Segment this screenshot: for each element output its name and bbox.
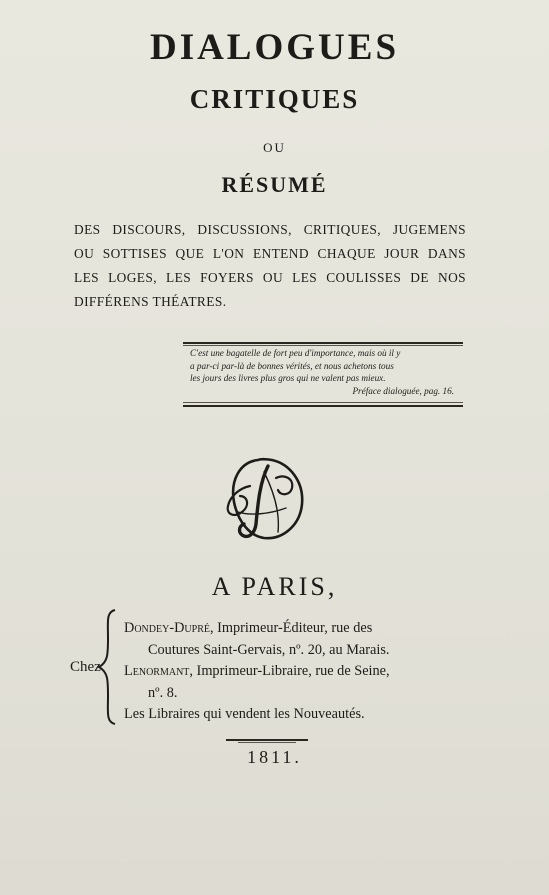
subtitle-line: OU SOTTISES QUE L'ON ENTEND CHAQUE JOUR DANS: [74, 246, 466, 261]
publisher-1-address: Coutures Saint-Gervais, nº. 20, au Marais.: [148, 641, 390, 658]
subtitle-line: DIFFÉRENS THÉATRES.: [74, 294, 227, 309]
publisher-1: [124, 618, 474, 640]
title-line-1: DIALOGUES: [149, 27, 400, 68]
curly-brace-icon: [96, 608, 118, 726]
subtitle: [74, 218, 466, 314]
epigraph: [190, 347, 458, 397]
year-rule-thin: [238, 742, 296, 743]
epigraph-top-rule-thin: [183, 345, 463, 346]
epigraph-attribution: Préface dialoguée, pag. 16.: [352, 385, 454, 396]
imprint-place: A PARIS,: [211, 572, 338, 601]
year-rule: [226, 739, 308, 741]
publishers-list: [124, 618, 474, 726]
epigraph-bottom-rule: [183, 405, 463, 407]
subtitle-line: LES LOGES, LES FOYERS OU LES COULISSES DE NOS: [74, 270, 466, 285]
monogram-ornament-icon: [220, 452, 310, 544]
title-line-3: RÉSUMÉ: [221, 172, 328, 197]
epigraph-line: C'est une bagatelle de fort peu d'importance, mais où il y: [190, 348, 401, 358]
epigraph-line: les jours des livres plus gros qui ne valent pas mieux.: [190, 373, 386, 383]
epigraph-top-rule: [183, 342, 463, 344]
subtitle-line: DES DISCOURS, DISCUSSIONS, CRITIQUES, JUGEMENS: [74, 222, 466, 237]
epigraph-bottom-rule-thin: [183, 402, 463, 403]
publisher-1-name: Dondey-Dupré: [124, 620, 210, 636]
publisher-3: Les Libraires qui vendent les Nouveautés.: [124, 706, 365, 722]
epigraph-line: a par-ci par-là de bonnes vérités, et nous achetons tous: [190, 360, 394, 371]
publisher-2-details: , Imprimeur-Libraire, rue de Seine,: [189, 663, 390, 679]
publisher-1-details: , Imprimeur-Éditeur, rue des: [209, 620, 373, 636]
imprint-chez: Chez: [70, 659, 101, 675]
title-conjunction: OU: [263, 140, 286, 155]
publisher-2: [124, 661, 474, 683]
publisher-2-name: Lenormant: [124, 663, 190, 679]
publisher-2-address: nº. 8.: [148, 684, 178, 701]
title-line-2: CRITIQUES: [189, 84, 360, 114]
publication-year: 1811.: [247, 747, 302, 767]
